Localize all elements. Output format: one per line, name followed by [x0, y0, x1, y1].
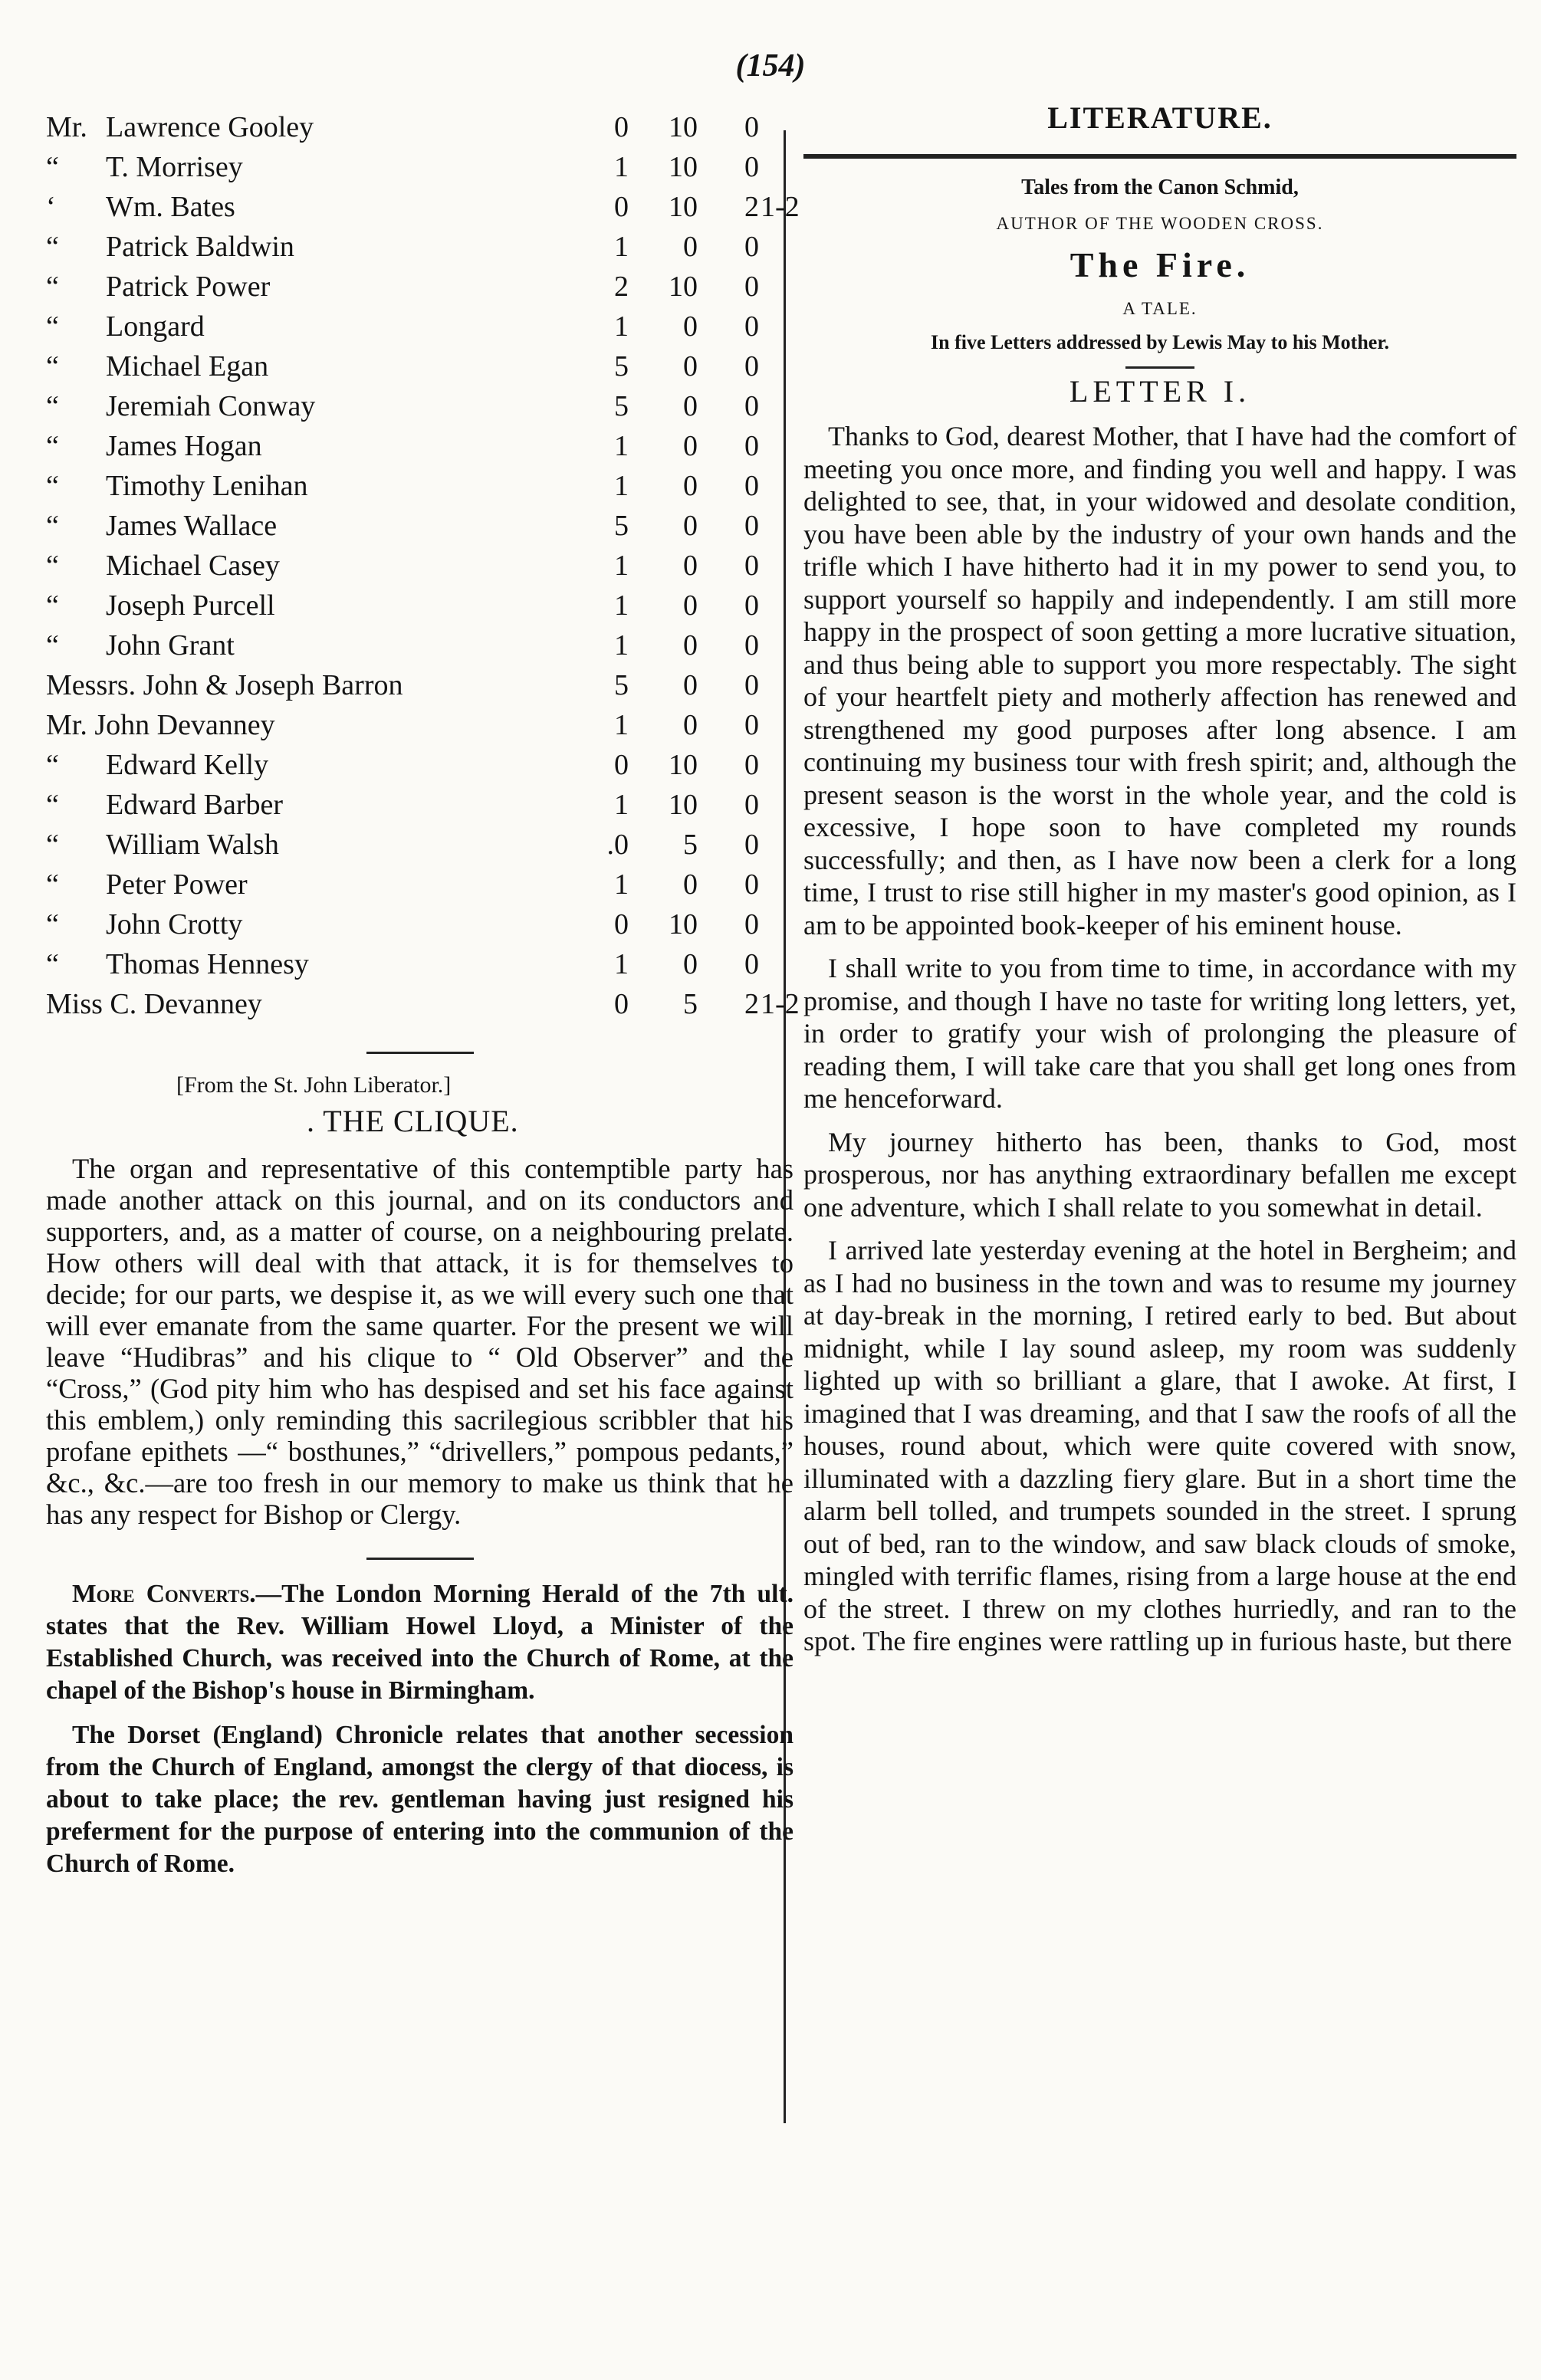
subscriber-name: William Walsh — [106, 829, 279, 861]
letter-divider — [1125, 366, 1194, 369]
subscriber-name: John Grant — [106, 629, 235, 661]
amount-pounds: 1 — [614, 709, 629, 741]
amount-pence: 0 — [744, 310, 759, 343]
subscription-row — [46, 625, 794, 665]
amount-pence: 0 — [744, 589, 759, 622]
subscription-row — [46, 386, 794, 426]
subscription-row — [46, 267, 794, 307]
converts-heading: More Converts. — [72, 1580, 256, 1608]
subscriber-name: Patrick Power — [106, 271, 271, 303]
amount-shillings: 0 — [683, 390, 698, 422]
subscriber-title: “ — [46, 868, 59, 901]
subscription-row — [46, 745, 794, 785]
amount-pounds: 1 — [614, 470, 629, 502]
amount-pounds: 1 — [614, 430, 629, 462]
subscription-row — [46, 865, 794, 904]
subscriber-name: Messrs. John & Joseph Barron — [46, 669, 403, 701]
amount-pence: 0 — [744, 669, 759, 701]
amount-pounds: 0 — [614, 111, 629, 143]
amount-pence: 0 — [744, 948, 759, 980]
converts-article — [46, 1578, 794, 1707]
story-genre: A TALE. — [1122, 299, 1198, 318]
amount-shillings: 10 — [669, 908, 698, 941]
source-attribution: [From the St. John Liberator.] — [176, 1072, 452, 1098]
subscriber-name: Timothy Lenihan — [106, 470, 308, 502]
amount-shillings: 10 — [669, 749, 698, 781]
subscriber-name: James Hogan — [106, 430, 262, 462]
amount-shillings: 0 — [683, 231, 698, 263]
subscriber-name: Wm. Bates — [106, 191, 235, 223]
subscription-row — [46, 785, 794, 825]
amount-pence: 0 — [744, 430, 759, 462]
amount-pence: 0 — [744, 111, 759, 143]
subscription-row — [46, 984, 800, 1024]
subscriber-name: Michael Casey — [106, 550, 280, 582]
converts-text: —The London Morning Herald of the 7th ult. states that the Rev. William Howel Lloyd, a Minister of the Established Church, was received into the Church of Rome, at the chapel of the Bishop's house in Birmingham. — [46, 1580, 794, 1705]
amount-pounds: 5 — [614, 669, 629, 701]
subscriber-title: “ — [46, 310, 59, 343]
amount-pence: 0 — [744, 789, 759, 821]
subscriber-title: “ — [46, 789, 59, 821]
subscriber-title: Mr. — [46, 111, 87, 143]
subscription-row — [46, 107, 794, 147]
subscription-row — [46, 665, 794, 705]
amount-pence: 0 — [744, 390, 759, 422]
amount-shillings: 0 — [683, 310, 698, 343]
amount-shillings: 0 — [683, 709, 698, 741]
amount-pounds: 1 — [614, 948, 629, 980]
amount-pounds: 0 — [614, 988, 629, 1020]
subscriber-name: Michael Egan — [106, 350, 269, 382]
amount-shillings: 5 — [683, 829, 698, 861]
subscriber-name: Peter Power — [106, 868, 248, 901]
literature-heading: LITERATURE. — [1047, 100, 1273, 135]
subscription-row — [46, 825, 794, 865]
section-divider — [366, 1052, 474, 1054]
amount-pounds: 1 — [614, 151, 629, 183]
subscription-row — [46, 346, 794, 386]
subscriber-name: James Wallace — [106, 510, 278, 542]
letter-paragraph: I shall write to you from time to time, in accordance with my promise, and though I have no taste for writing long letters, yet, in order to gratify your wish of prolonging the pleasure of reading them, I will take care that you shall get long ones from me henceforward. — [803, 953, 1516, 1114]
right-column — [803, 100, 1516, 1669]
amount-pence: 0 — [744, 908, 759, 941]
amount-shillings: 5 — [683, 988, 698, 1020]
subscriber-title: “ — [46, 629, 59, 661]
amount-pounds: 5 — [614, 510, 629, 542]
section-divider — [366, 1558, 474, 1560]
amount-pence: 0 — [744, 709, 759, 741]
subscriber-title: “ — [46, 390, 59, 422]
amount-shillings: 0 — [683, 510, 698, 542]
letter-paragraph: I arrived late yesterday evening at the hotel in Bergheim; and as I had no business in the town and was to resume my journey at day-break in the morning, I retired early to bed. But about midnight, while I lay sound asleep, my room was suddenly lighted up with so brilliant a glare, that I awoke. At first, I imagined that I was dreaming, and that I saw the roofs of all the houses, round about, which were quite covered with snow, illuminated with a dazzling fiery glare. But in a short time the alarm bell tolled, and trumpets sounded in the street. I sprung out of bed, ran to the window, and saw black clouds of smoke, mingled with terrific flames, rising from a large house at the end of the street. I threw on my clothes hurriedly, and ran to the spot. The fire engines were rattling up in furious haste, but there — [803, 1235, 1516, 1656]
amount-shillings: 0 — [683, 669, 698, 701]
subscription-row — [46, 307, 794, 346]
amount-pounds: 1 — [614, 310, 629, 343]
subscriber-name: Lawrence Gooley — [106, 111, 314, 143]
subscriber-name: Mr. John Devanney — [46, 709, 275, 741]
subscription-row — [46, 187, 800, 227]
story-description: In five Letters addressed by Lewis May to his Mother. — [931, 331, 1389, 353]
subscriber-name: Longard — [106, 310, 205, 343]
subscriber-name: Miss C. Devanney — [46, 988, 262, 1020]
letter-paragraph: My journey hitherto has been, thanks to God, most prosperous, nor has anything extraordinary befallen me except one adventure, which I shall relate to you somewhat in detail. — [803, 1126, 1516, 1223]
subscriber-title: “ — [46, 749, 59, 781]
amount-pounds: 1 — [614, 629, 629, 661]
subscription-row — [46, 546, 794, 586]
subscriber-title: “ — [46, 948, 59, 980]
left-column — [46, 107, 800, 1893]
tales-subtitle: Tales from the Canon Schmid, — [1021, 176, 1299, 199]
subscriber-name: T. Morrisey — [106, 151, 243, 183]
clique-article: The organ and representative of this contemptible party has made another attack on this journal, and on its conductors and supporters, and, as a matter of course, on a neighbouring prelate. How others will deal with that attack, it is for themselves to decide; for our parts, we despise it, as we will every such one that will ever emanate from the same quarter. For the present we will leave “Hudibras” and his clique to “ Old Observer” and the “Cross,” (God pity him who has despised and set his face against this emblem,) only reminding this sacrilegious scribbler that his profane epithets —“ bosthunes,” “drivellers,” pompous pedants,” &c., &c.—are too fresh in our memory to make us think that he has any respect for Bishop or Clergy. — [46, 1153, 794, 1530]
amount-pounds: 1 — [614, 589, 629, 622]
subscription-row — [46, 586, 794, 625]
subscription-row — [46, 426, 794, 466]
amount-fraction: 1-2 — [761, 191, 800, 223]
amount-shillings: 10 — [669, 789, 698, 821]
amount-pence: 2 — [744, 191, 759, 223]
subscriber-name: John Crotty — [106, 908, 243, 941]
amount-pounds: 0 — [614, 908, 629, 941]
amount-pounds: 1 — [614, 231, 629, 263]
subscriber-title: “ — [46, 231, 59, 263]
subscription-row — [46, 904, 794, 944]
amount-pounds: 0 — [614, 191, 629, 223]
amount-fraction: 1-2 — [761, 988, 800, 1020]
amount-pence: 0 — [744, 749, 759, 781]
amount-pence: 0 — [744, 550, 759, 582]
subscriber-title: “ — [46, 271, 59, 303]
amount-pounds: 5 — [614, 390, 629, 422]
subscriber-title: “ — [46, 908, 59, 941]
amount-shillings: 0 — [683, 470, 698, 502]
subscriber-title: “ — [46, 151, 59, 183]
author-line: AUTHOR OF THE WOODEN CROSS. — [996, 214, 1324, 233]
amount-shillings: 0 — [683, 350, 698, 382]
amount-pence: 0 — [744, 271, 759, 303]
subscriber-title: “ — [46, 350, 59, 382]
subscription-list — [46, 107, 800, 1024]
subscriber-name: Edward Kelly — [106, 749, 269, 781]
subscriber-name: Thomas Hennesy — [106, 948, 309, 980]
heading-rule — [803, 154, 1516, 159]
amount-pence: 0 — [744, 231, 759, 263]
amount-pounds: 1 — [614, 789, 629, 821]
amount-shillings: 10 — [669, 111, 698, 143]
amount-pounds: 5 — [614, 350, 629, 382]
amount-shillings: 0 — [683, 629, 698, 661]
amount-shillings: 10 — [669, 191, 698, 223]
amount-pounds: .0 — [606, 829, 629, 861]
subscription-row — [46, 944, 794, 984]
subscription-row — [46, 506, 794, 546]
amount-pence: 0 — [744, 629, 759, 661]
amount-pounds: 2 — [614, 271, 629, 303]
amount-pence: 2 — [744, 988, 759, 1020]
subscriber-title: “ — [46, 470, 59, 502]
amount-shillings: 0 — [683, 430, 698, 462]
amount-pence: 0 — [744, 868, 759, 901]
clique-heading: . THE CLIQUE. — [307, 1104, 519, 1138]
amount-shillings: 0 — [683, 589, 698, 622]
amount-pence: 0 — [744, 510, 759, 542]
story-title: The Fire. — [1070, 245, 1250, 284]
subscriber-name: Jeremiah Conway — [106, 390, 316, 422]
subscriber-title: “ — [46, 550, 59, 582]
amount-pounds: 1 — [614, 550, 629, 582]
subscription-row — [46, 147, 794, 187]
amount-shillings: 0 — [683, 948, 698, 980]
subscriber-title: ‘ — [46, 191, 56, 223]
amount-shillings: 10 — [669, 271, 698, 303]
amount-shillings: 0 — [683, 868, 698, 901]
page-number: (154) — [735, 48, 806, 84]
subscriber-title: “ — [46, 589, 59, 622]
subscription-row — [46, 705, 794, 745]
letter-paragraph: Thanks to God, dearest Mother, that I have had the comfort of meeting you once more, and finding you well and happy. I was delighted to see, that, in your widowed and desolate condition, you have been able by the industry of your own hands and the trifle which I have hitherto had it in my power to send you, to support yourself so happily and independently. I am still more happy in the prospect of soon getting a more lucrative situation, and thus being able to support you more respectably. The sight of your heartfelt piety and motherly affection has renewed and strengthened my good purposes after long absence. I am continuing my business tour with fresh spirit; and, although the present season is the worst in the whole year, and the cold is excessive, I hope soon to have completed my rounds successfully; and then, as I have now been a clerk for a long time, I trust to rise still higher in my master's good opinion, as I am to be appointed book-keeper of his eminent house. — [803, 421, 1516, 941]
dorset-article: The Dorset (England) Chronicle relates that another secession from the Church of England, amongst the clergy of that diocess, is about to take place; the rev. gentleman having just resigned his preferment for the purpose of entering into the communion of the Church of Rome. — [46, 1721, 794, 1878]
amount-pence: 0 — [744, 350, 759, 382]
subscriber-name: Edward Barber — [106, 789, 284, 821]
letter-heading: LETTER I. — [1069, 374, 1251, 409]
subscription-row — [46, 466, 794, 506]
amount-shillings: 10 — [669, 151, 698, 183]
amount-pence: 0 — [744, 829, 759, 861]
amount-pence: 0 — [744, 151, 759, 183]
subscription-row — [46, 227, 794, 267]
subscriber-title: “ — [46, 430, 59, 462]
subscriber-name: Patrick Baldwin — [106, 231, 294, 263]
amount-shillings: 0 — [683, 550, 698, 582]
amount-pence: 0 — [744, 470, 759, 502]
subscriber-name: Joseph Purcell — [106, 589, 275, 622]
amount-pounds: 0 — [614, 749, 629, 781]
amount-pounds: 1 — [614, 868, 629, 901]
subscriber-title: “ — [46, 510, 59, 542]
subscriber-title: “ — [46, 829, 59, 861]
